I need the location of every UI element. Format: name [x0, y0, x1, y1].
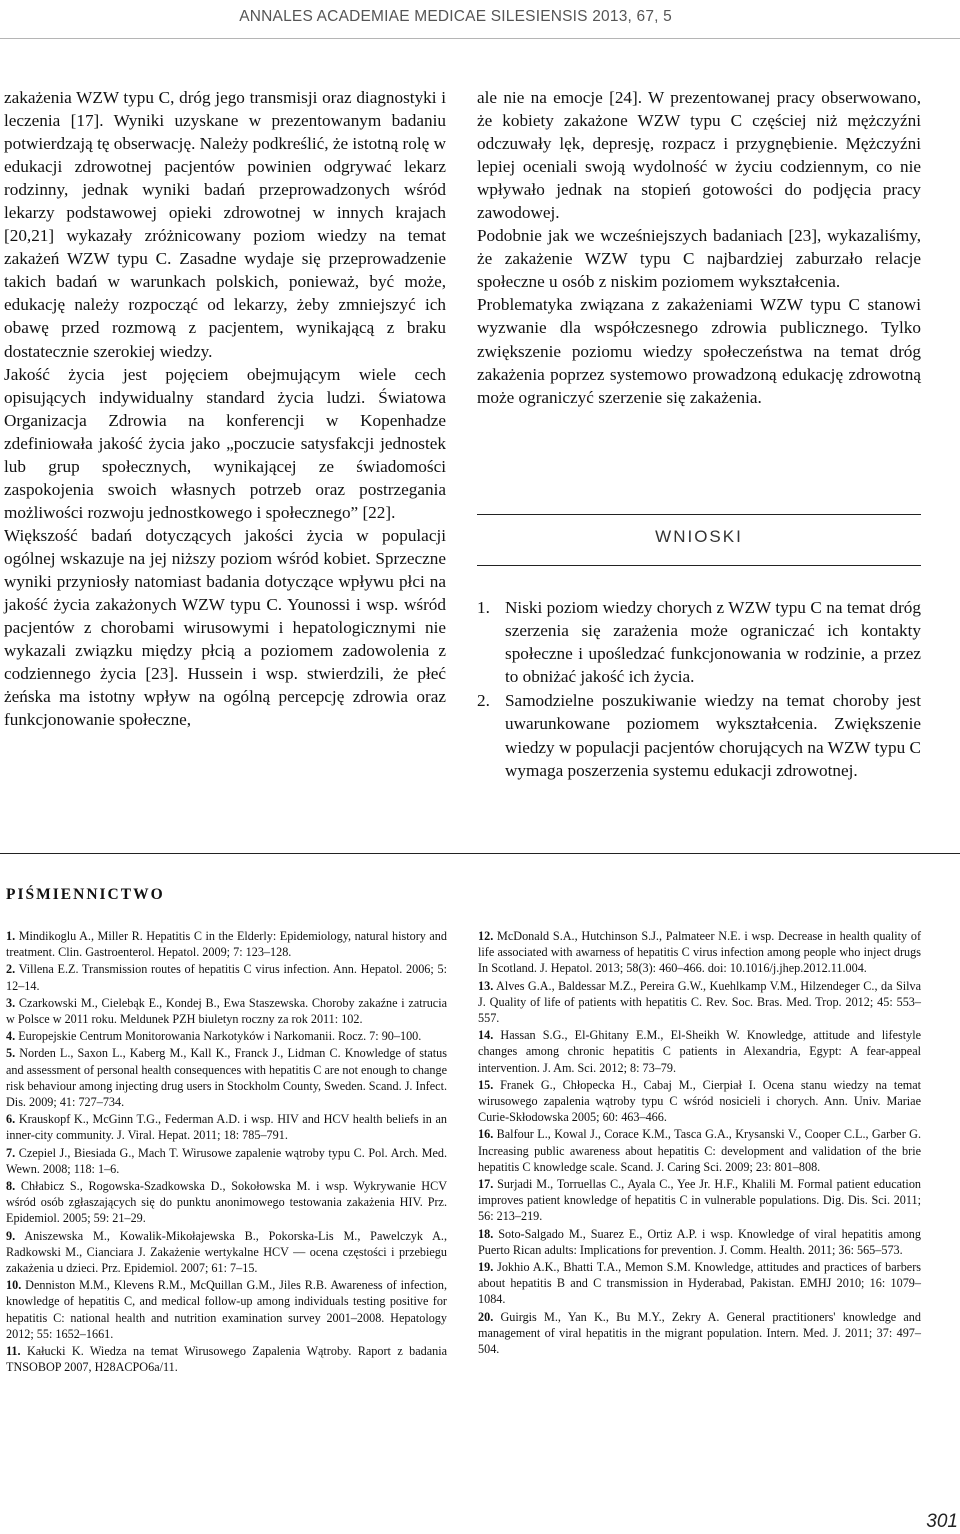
- body-paragraph: Podobnie jak we wcześniejszych badaniach [23], wykazaliśmy, że zakażenie WZW typu C najbardziej zaburzało relacje społeczne u osób z niskim poziomem wykształcenia.: [477, 226, 921, 292]
- reference-text: Guirgis M., Yan K., Bu M.Y., Zekry A. General practitioners' knowledge and management of viral hepatitis in the migrant population. Intern. Med. J. 2011; 37: 497–504.: [478, 1309, 921, 1357]
- reference-text: Jokhio A.K., Bhatti T.A., Memon S.M. Knowledge, attitudes and practices of barbers about hepatitis B and C transmission in Hyderabad, Pakistan. EMHJ 2010; 16: 1079–1084.: [478, 1260, 921, 1307]
- page-number: 301: [926, 1511, 958, 1532]
- reference-item: [478, 1309, 921, 1358]
- conclusion-text: Niski poziom wiedzy chorych z WZW typu C na temat dróg szerzenia się zarażenia może ograniczać ich kontakty społeczne i upośledzać funkcjonowania w rodzinie, a przez to obniżać jakość ich życia.: [505, 598, 921, 687]
- reference-item: [478, 1176, 921, 1225]
- reference-text: Mindikoglu A., Miller R. Hepatitis C in the Elderly: Epidemiology, natural history and treatment. Clin. Gastroenterol. Hepatol. 2009; 7: 123–128.: [6, 929, 447, 960]
- reference-number: 19.: [478, 1260, 494, 1275]
- reference-item: [6, 1277, 447, 1342]
- reference-text: Chłabicz S., Rogowska-Szadkowska D., Sokołowska M. i wsp. Wykrywanie HCV wśród osób zgłaszających się do punktu anonimowego testowania zakażenia HIV. Prz. Epidemiol. 2005; 59: 21–29.: [6, 1179, 448, 1226]
- reference-item: [6, 1045, 447, 1110]
- reference-number: 20.: [478, 1309, 494, 1324]
- reference-text: Alves G.A., Baldessar M.Z., Pereira G.W., Kuehlkamp V.M., Hilzendeger C., da Silva J. Quality of life of patients with hepatitis C. Rev. Soc. Bras. Med. Trop. 2012; 45: 553–557.: [478, 978, 921, 1026]
- reference-number: 8.: [6, 1179, 16, 1194]
- conclusion-number: 1.: [477, 598, 490, 617]
- references-list-left: [6, 928, 447, 1376]
- conclusion-number: 2.: [477, 691, 490, 711]
- right-text-column: [477, 86, 921, 409]
- body-paragraph: Większość badań dotyczących jakości życia w populacji ogólnej wskazuje na jej niższy poziom wśród kobiet. Sprzeczne wyniki przyniosły natomiast badania dotyczące wpływu płci na jakość życia zakażonych WZW typu C. Younossi i wsp. wśród pacjentów z chorobami wirusowymi i hepatologicznymi nie wykazali związku między płcią a poziomem zadowolenia z codziennego życia [23]. Hussein i wsp. stwierdzili, że płeć żeńska ma istotny wpływ na ogólną percepcję zdrowia oraz funkcjonowanie społeczne,: [4, 525, 446, 730]
- conclusion-item: [477, 689, 921, 781]
- reference-text: Europejskie Centrum Monitorowania Narkotyków i Narkomanii. Rocz. 7: 90–100.: [18, 1029, 422, 1044]
- reference-number: 3.: [6, 995, 16, 1010]
- left-text-column: [4, 86, 446, 731]
- body-paragraph: ale nie na emocje [24]. W prezentowanej pracy obserwowano, że kobiety zakażone WZW typu C częściej niż mężczyźni odczuwały lęk, depresję, rozpacz i przygnębienie. Mężczyźni lepiej oceniali swoją wydolność w życiu codziennym, co nie wpływało jednak na stopień gotowości do podjęcia pracy zawodowej.: [477, 88, 921, 223]
- reference-number: 6.: [6, 1112, 16, 1127]
- conclusions-heading: WNIOSKI: [655, 527, 743, 546]
- reference-number: 1.: [6, 929, 16, 943]
- reference-text: Krauskopf K., McGinn T.G., Federman A.D. i wsp. HIV and HCV health beliefs in an inner-city community. J. Viral. Hepat. 2011; 18: 785–791.: [6, 1112, 447, 1143]
- reference-item: [6, 928, 447, 960]
- reference-number: 13.: [478, 978, 494, 993]
- references-list-right: [478, 928, 921, 1358]
- reference-item: [6, 1228, 447, 1277]
- reference-text: Balfour L., Kowal J., Corace K.M., Tasca G.A., Krysanski V., Cooper C.L., Garber G. Increasing public awareness about hepatitis C: development and validation of the brie hepatitis C knowledge scale. Scand. J. Caring Sci. 2009; 23: 801–808.: [478, 1127, 922, 1174]
- reference-number: 2.: [6, 962, 16, 977]
- reference-number: 4.: [6, 1029, 16, 1044]
- reference-item: [6, 1145, 447, 1177]
- reference-item: [6, 995, 447, 1027]
- reference-item: [6, 961, 447, 993]
- reference-item: [6, 1343, 447, 1375]
- reference-text: Franek G., Chłopecka H., Cabaj M., Cierpiał I. Ocena stanu wiedzy na temat wirusowego zapalenia wątroby typu C wśród nosicieli i chorych. Ann. Univ. Mariae Curie-Skłodowska 2005; 60: 463–466.: [478, 1077, 922, 1125]
- reference-item: [478, 978, 921, 1027]
- reference-number: 5.: [6, 1046, 16, 1061]
- reference-item: [478, 1226, 921, 1258]
- body-paragraph: Problematyka związana z zakażeniami WZW typu C stanowi wyzwanie dla współczesnego zdrowia publicznego. Tylko zwiększenie poziomu wiedzy społeczeństwa na temat dróg zakażenia poprzez systemowo prowadzoną edukację zdrowotną może ograniczyć szerzenie się zakażenia.: [477, 295, 921, 407]
- reference-item: [6, 1178, 447, 1227]
- reference-number: 9.: [6, 1228, 16, 1243]
- reference-number: 16.: [478, 1127, 494, 1142]
- header-rule: [0, 38, 960, 39]
- reference-number: 17.: [478, 1177, 494, 1192]
- reference-number: 10.: [6, 1278, 22, 1293]
- conclusions-heading-box: [477, 514, 921, 566]
- section-divider: [0, 853, 960, 854]
- reference-number: 11.: [6, 1344, 21, 1359]
- reference-number: 18.: [478, 1226, 494, 1241]
- reference-text: Villena E.Z. Transmission routes of hepatitis C virus infection. Ann. Hepatol. 2006; 5: 12–14.: [6, 962, 448, 993]
- reference-text: Soto-Salgado M., Suarez E., Ortiz A.P. i wsp. Knowledge of viral hepatitis among Puerto Rican adults: Implications for prevention. J. Comm. Health. 2011; 36: 565–573.: [478, 1226, 921, 1257]
- reference-item: [478, 928, 921, 977]
- reference-text: Surjadi M., Torruellas C., Ayala C., Yee Jr. H.F., Khalili M. Formal patient education improves patient knowledge of hepatitis C in vulnerable populations. Dig. Dis. Sci. 2011; 56: 213–219.: [478, 1177, 922, 1224]
- reference-number: 15.: [478, 1077, 494, 1092]
- reference-item: [6, 1111, 447, 1143]
- reference-number: 14.: [478, 1028, 494, 1043]
- journal-header: [0, 0, 960, 38]
- running-head: ANNALES ACADEMIAE MEDICAE SILESIENSIS 2013, 67, 5: [239, 8, 672, 25]
- reference-text: Norden L., Saxon L., Kaberg M., Kall K., Franck J., Lidman C. Knowledge of status and assessment of personal health consequences with hepatitis C are not enough to change risk behaviour among injecting drug users in Stockholm County, Sweden. Scand. J. Infect. Dis. 2009; 41: 727–734.: [6, 1046, 448, 1110]
- reference-text: Hassan S.G., El-Ghitany E.M., El-Sheikh W. Knowledge, attitude and lifestyle changes among chronic hepatitis C patients in Alexandria, Egypt: A fear-appeal intervention. J. Am. Sci. 2012; 8: 73–79.: [478, 1028, 921, 1075]
- reference-text: Aniszewska M., Kowalik-Mikołajewska B., Pokorska-Lis M., Pawelczyk A., Radkowski M., Cianciara J. Zakażenie wertykalne HCV — ocena częstości i przebiegu zakażenia u dzieci. Prz. Epidemiol. 2007; 61: 7–15.: [6, 1228, 448, 1276]
- reference-item: [6, 1028, 447, 1044]
- reference-text: McDonald S.A., Hutchinson S.J., Palmateer N.E. i wsp. Decrease in health quality of life associated with awarness of hepatitis C virus infection among people who inject drugs In Scotland. J. Hepatol. 2013; 58(3): 460–466. doi: 10.1016/j.jhep.2012.11.004.: [478, 929, 922, 976]
- reference-text: Denniston M.M., Klevens R.M., McQuillan G.M., Jiles R.B. Awareness of infection, knowledge of hepatitis C, and medical follow-up among individuals testing positive for hepatitis C: national health and nutrition examination survey 2001–2008. Hepatology 2012; 55: 1652–1661.: [6, 1278, 448, 1341]
- conclusion-item: [477, 596, 921, 688]
- reference-item: [478, 1027, 921, 1076]
- references-title: PIŚMIENNICTWO: [6, 886, 165, 903]
- reference-text: Kałucki K. Wiedza na temat Wirusowego Zapalenia Wątroby. Raport z badania TNSOBOP 2007, H28ACPO6a/11.: [6, 1344, 448, 1375]
- reference-text: Czepiel J., Biesiada G., Mach T. Wirusowe zapalenie wątroby typu C. Pol. Arch. Med. Wewn. 2008; 118: 1–6.: [6, 1145, 447, 1176]
- reference-number: 7.: [6, 1145, 16, 1160]
- reference-item: [478, 1126, 921, 1175]
- reference-text: Czarkowski M., Cielebąk E., Kondej B., Ewa Staszewska. Choroby zakaźne i zatrucia w Polsce w 2011 roku. Meldunek PZH biuletyn roczny za rok 2011: 102.: [6, 995, 447, 1027]
- body-paragraph: Jakość życia jest pojęciem obejmującym wiele cech opisujących indywidualny standard życia ludzi. Światowa Organizacja Zdrowia na konferencji w Kopenhadze zdefiniowała jakość życia jako „poczucie satysfakcji jednostek lub grup społecznych, wynikającej ze świadomości zaspokojenia swoich własnych potrzeb oraz postrzegania możliwości rozwoju jednostkowego i społecznego” [22].: [4, 364, 446, 522]
- conclusions-list: [477, 596, 921, 783]
- reference-number: 12.: [478, 929, 494, 943]
- body-paragraph: zakażenia WZW typu C, dróg jego transmisji oraz diagnostyki i leczenia [17]. Wyniki uzyskane w prezentowanym badaniu potwierdzają tę obserwację. Należy podkreślić, że istotną rolę w edukacji zdrowotnej pacjentów powinien odgrywać lekarz rodzinny, jednak wyniki badań przeprowadzonych wśród lekarzy podstawowej opieki zdrowotnej w innych krajach [20,21] wykazały zróżnicowany poziom wiedzy na temat zakażeń WZW typu C. Zasadne wydaje się przeprowadzenie takich badań w warunkach polskich, ponieważ, być może, edukację należy rozpocząć od lekarzy, żeby zmniejszyć ich obawę przed rozmową z pacjentem, wynikającą z braku dostatecznie szerokiej wiedzy.: [4, 88, 446, 361]
- conclusion-text: Samodzielne poszukiwanie wiedzy na temat choroby jest uwarunkowane poziomem wykształcenia. Zwiększenie wiedzy w populacji pacjentów chorujących na WZW typu C wymaga poszerzenia systemu edukacji zdrowotnej.: [505, 691, 921, 780]
- reference-item: [478, 1077, 921, 1126]
- reference-item: [478, 1259, 921, 1308]
